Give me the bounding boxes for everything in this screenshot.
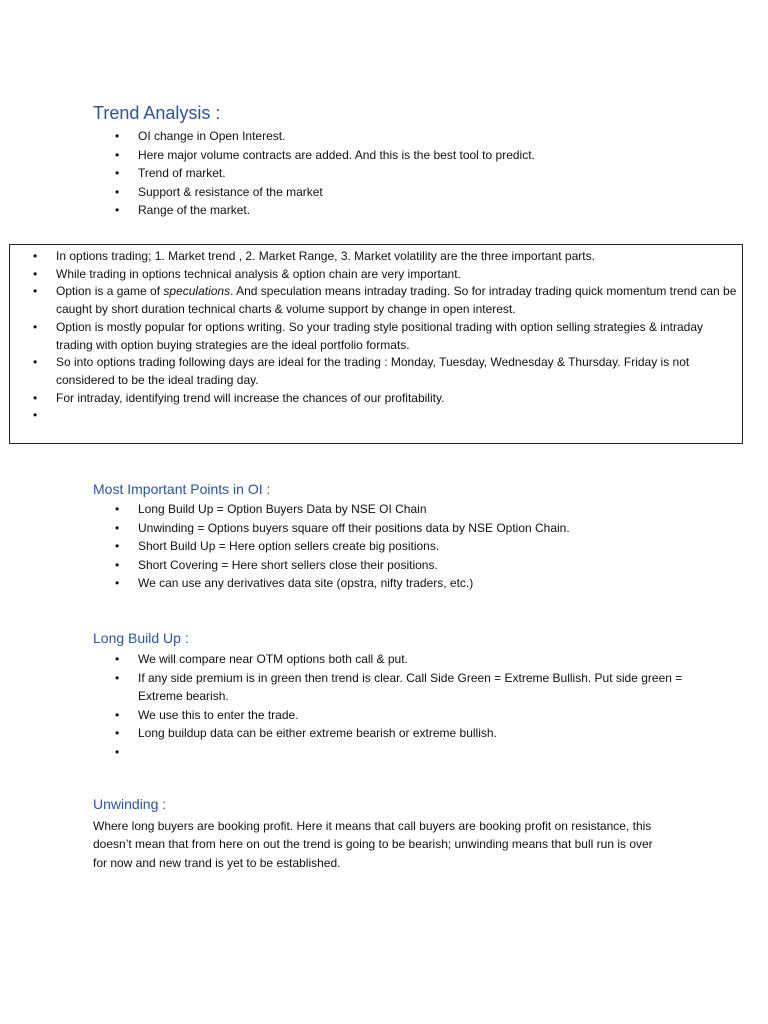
- bullet-icon: •: [33, 319, 38, 334]
- bullet-icon: •: [115, 129, 120, 143]
- notes-box-list: [31, 248, 737, 425]
- list-item-text: So into options trading following days are ideal for the trading : Monday, Tuesday, Wednesday & Thursday. Friday is not considered to be the ideal trading day.: [56, 355, 690, 387]
- list-item: [31, 266, 737, 284]
- list-item-text: [56, 408, 59, 422]
- bullet-icon: •: [115, 166, 120, 180]
- text-run: Option is a game of: [56, 284, 164, 299]
- bullet-icon: •: [33, 266, 38, 281]
- bullet-icon: •: [115, 502, 120, 516]
- trend-analysis-list: [113, 127, 673, 220]
- bullet-icon: •: [115, 744, 120, 759]
- list-item-text: Option is mostly popular for options writing. So your trading style positional trading with option selling strategies & intraday trading with option buying strategies are the ideal portfolio formats.: [56, 319, 703, 352]
- list-item: [113, 500, 713, 519]
- list-item-text: Support & resistance of the market: [138, 184, 323, 199]
- list-item: [31, 390, 737, 408]
- long-build-up-list: [113, 650, 683, 761]
- emphasis-text: speculations: [163, 284, 231, 299]
- list-item: [31, 407, 737, 425]
- important-points-list: [113, 500, 713, 593]
- bullet-icon: •: [115, 557, 120, 572]
- list-item-text: If any side premium is in green then trend is clear. Call Side Green = Extreme Bullish. Put side green = Extreme bearish.: [138, 670, 683, 703]
- list-item-text: [56, 284, 736, 316]
- bullet-icon: •: [33, 408, 38, 423]
- list-item: [113, 146, 673, 165]
- bullet-icon: •: [115, 652, 120, 666]
- list-item: [113, 743, 683, 762]
- list-item: [113, 556, 713, 575]
- list-item: [113, 519, 713, 538]
- list-item-text: In options trading; 1. Market trend , 2. Market Range, 3. Market volatility are the three important parts.: [56, 249, 595, 263]
- list-item-text: Long buildup data can be either extreme bearish or extreme bullish.: [138, 726, 497, 740]
- bullet-icon: •: [33, 390, 38, 405]
- text-run: . And speculation means intraday trading. So for intraday trading quick momentum trend can be caught by short duration technical charts & volume support by change in open interest.: [56, 284, 737, 317]
- list-item-text: We will compare near OTM options both call & put.: [138, 652, 408, 666]
- list-item-text: We can use any derivatives data site (opstra, nifty traders, etc.): [138, 576, 474, 590]
- list-item-text: Long Build Up = Option Buyers Data by NSE OI Chain: [138, 502, 427, 516]
- list-item: [113, 650, 683, 669]
- list-item: [31, 354, 737, 389]
- list-item: [113, 706, 683, 725]
- long-build-up-heading: Long Build Up :: [93, 630, 189, 646]
- bullet-icon: •: [115, 539, 120, 553]
- bullet-icon: •: [115, 670, 120, 685]
- list-item: [31, 248, 737, 266]
- list-item-text: OI change in Open Interest.: [138, 129, 286, 143]
- list-item-text: Short Build Up = Here option sellers create big positions.: [138, 539, 440, 553]
- bullet-icon: •: [33, 249, 38, 263]
- list-item-text: Here major volume contracts are added. And this is the best tool to predict.: [138, 147, 535, 162]
- list-item-text: Short Covering = Here short sellers close their positions.: [138, 557, 438, 572]
- unwinding-paragraph: Where long buyers are booking profit. Here it means that call buyers are booking profit on resistance, this doesn’t mean that from here on out the trend is going to be bearish; unwinding means that bull run is over for now and new trand is yet to be established.: [93, 819, 653, 870]
- list-item: [113, 183, 673, 202]
- list-item: [113, 537, 713, 556]
- bullet-icon: •: [115, 184, 120, 199]
- list-item-text: Trend of market.: [138, 166, 226, 180]
- bullet-icon: •: [115, 707, 120, 722]
- unwinding-heading: Unwinding :: [93, 796, 167, 812]
- bullet-icon: •: [115, 520, 120, 535]
- bullet-icon: •: [115, 203, 120, 217]
- list-item-text: While trading in options technical analysis & option chain are very important.: [56, 266, 461, 281]
- list-item-text: We use this to enter the trade.: [138, 707, 299, 722]
- list-item: [113, 724, 683, 743]
- bullet-icon: •: [115, 726, 120, 740]
- list-item: [113, 201, 673, 220]
- list-item-text: Unwinding = Options buyers square off their positions data by NSE Option Chain.: [138, 520, 570, 535]
- list-item: [113, 574, 713, 593]
- list-item: [31, 283, 737, 318]
- bullet-icon: •: [33, 355, 38, 370]
- list-item: [113, 669, 683, 706]
- list-item: [113, 127, 673, 146]
- bullet-icon: •: [33, 284, 38, 299]
- bullet-icon: •: [115, 147, 120, 162]
- trend-analysis-heading: Trend Analysis :: [93, 103, 221, 123]
- list-item-text: [138, 745, 141, 759]
- list-item: [113, 164, 673, 183]
- list-item-text: For intraday, identifying trend will increase the chances of our profitability.: [56, 390, 445, 405]
- bullet-icon: •: [115, 576, 120, 590]
- list-item-text: Range of the market.: [138, 203, 251, 217]
- list-item: [31, 319, 737, 354]
- important-points-heading: Most Important Points in OI :: [93, 481, 271, 497]
